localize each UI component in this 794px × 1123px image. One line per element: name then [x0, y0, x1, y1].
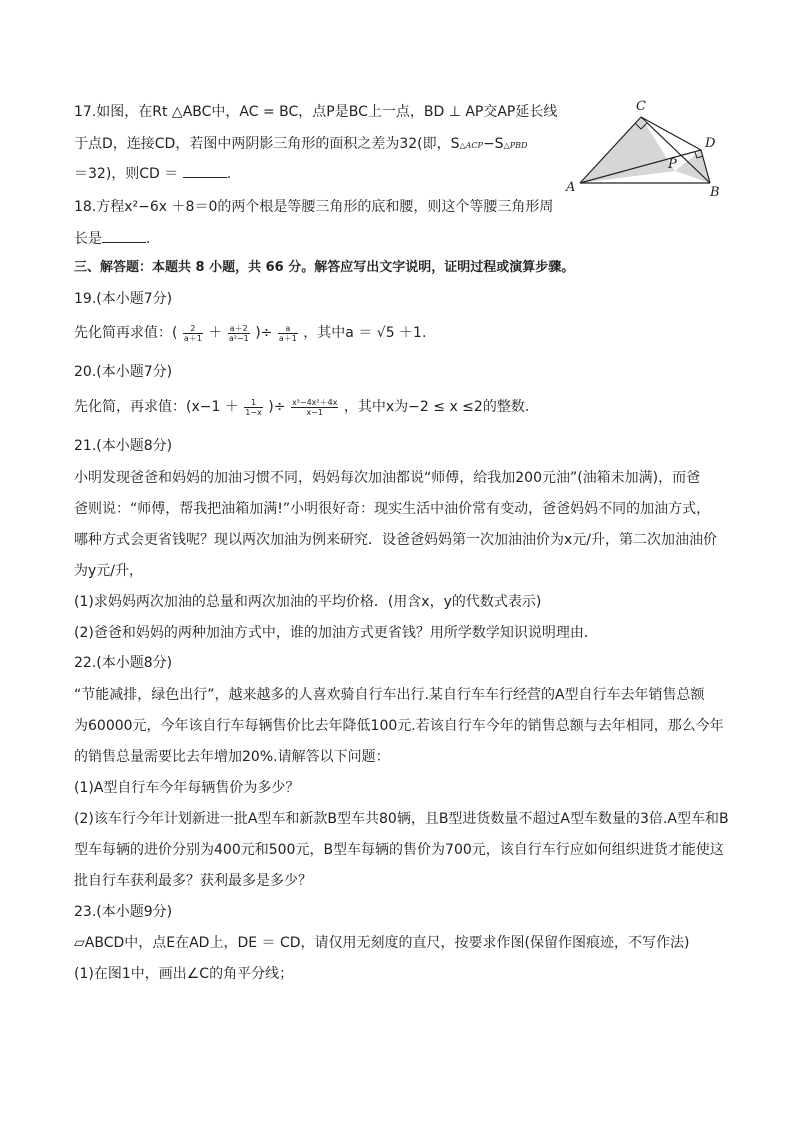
q21-heading: 21.(本小题8分)	[74, 438, 173, 454]
q21-sub-2: (2)爸爸和妈妈的两种加油方式中，谁的加油方式更省钱？用所学数学知识说明理由．	[74, 625, 598, 641]
label-p: P	[668, 157, 677, 172]
q20-heading: 20.(本小题7分)	[74, 364, 173, 380]
q21-para-1: 小明发现爸爸和妈妈的加油习惯不同，妈妈每次加油都说“师傅，给我加200元油”(油箱未加满)，而爸	[74, 470, 701, 486]
section-heading: 三、解答题：本题共 8 小题，共 66 分。解答应写出文字说明，证明过程或演算步骤。	[74, 260, 575, 275]
q17-line-1: 17.如图，在Rt △ABC中，AC = BC，点P是BC上一点，BD ⊥ AP交AP延长线	[74, 104, 558, 120]
label-c: C	[636, 99, 646, 114]
q22-para-3: 的销售总量需要比去年增加20%.请解答以下问题：	[74, 749, 390, 765]
q22-sub-2b: 型车每辆的进价分别为400元和500元，B型车每辆的售价为700元，该自行车行应如何组织进货才能使这	[74, 842, 724, 858]
fraction: $\frac{2}{a+1}$	[183, 323, 202, 343]
fraction: $\frac{a+2}{\text{a²−1}}$	[228, 323, 249, 343]
q22-para-2: 为60000元，今年该自行车每辆售价比去年降低100元.若该自行车今年的销售总额与去年相同，那么今年	[74, 718, 724, 734]
answer-blank	[102, 228, 146, 243]
q21-para-4: 为y元/升，	[74, 563, 144, 579]
q22-heading: 22.(本小题8分)	[74, 655, 173, 671]
q22-sub-2c: 批自行车获利最多？获利最多是多少？	[74, 873, 312, 889]
fraction: $\frac{1}{1-x}$	[245, 397, 262, 417]
q23-para-1: ▱ABCD中，点E在AD上，DE ＝ CD，请仅用无刻度的直尺，按要求作图(保留作图痕迹，不写作法)	[74, 935, 690, 951]
q17-line-2: 于点D，连接CD，若图中两阴影三角形的面积之差为32(即，S△ACP−S△PBD	[74, 136, 528, 152]
q23-sub-1: (1)在图1中，画出∠C的角平分线；	[74, 966, 294, 982]
label-a: A	[566, 180, 576, 195]
q22-para-1: “节能减排，绿色出行”，越来越多的人喜欢骑自行车出行.某自行车车行经营的A型自行车去年销售总额	[74, 687, 705, 703]
shaded-triangle-acp	[580, 117, 675, 183]
q20-expression: 先化简，再求值：(x−1 ＋ $\frac{1}{1-x}$ )÷ $\frac{\text{x³−4x²＋4x}}{x-1}$ ，其中x为−2 ≤ x ≤2的整数.	[74, 397, 530, 417]
q18-line-2: 长是 .	[74, 228, 150, 250]
label-d: D	[705, 136, 716, 151]
q18-line-1: 18.方程x²−6x ＋8＝0的两个根是等腰三角形的底和腰，则这个等腰三角形周	[74, 199, 554, 215]
answer-blank	[183, 163, 227, 178]
q19-expression: 先化简再求值：( $\frac{2}{a+1}$ ＋ $\frac{a+2}{\text{a²−1}}$ )÷ $\frac{a}{a+1}$ ，其中a ＝ √5 ＋1.	[74, 323, 427, 343]
q22-sub-1: (1)A型自行车今年每辆售价为多少？	[74, 780, 300, 796]
q17-line-3: ＝32)，则CD ＝ .	[74, 163, 231, 185]
label-b: B	[710, 185, 720, 200]
triangle-figure	[560, 95, 730, 205]
fraction: $\frac{\text{x³−4x²＋4x}}{x-1}$	[291, 397, 338, 417]
q23-heading: 23.(本小题9分)	[74, 904, 173, 920]
q21-sub-1: (1)求妈妈两次加油的总量和两次加油的平均价格．(用含x，y的代数式表示)	[74, 594, 542, 610]
q22-sub-2a: (2)该车行今年计划新进一批A型车和新款B型车共80辆，且B型进货数量不超过A型车数量的3倍.A型车和B	[74, 811, 729, 827]
q19-heading: 19.(本小题7分)	[74, 291, 173, 307]
q21-para-2: 爸则说：“师傅，帮我把油箱加满!”小明很好奇：现实生活中油价常有变动，爸爸妈妈不同的加油方式，	[74, 501, 711, 517]
fraction: $\frac{a}{a+1}$	[278, 323, 297, 343]
q21-para-3: 哪种方式会更省钱呢？现以两次加油为例来研究．设爸爸妈妈第一次加油油价为x元/升，第二次加油油价	[74, 532, 717, 548]
